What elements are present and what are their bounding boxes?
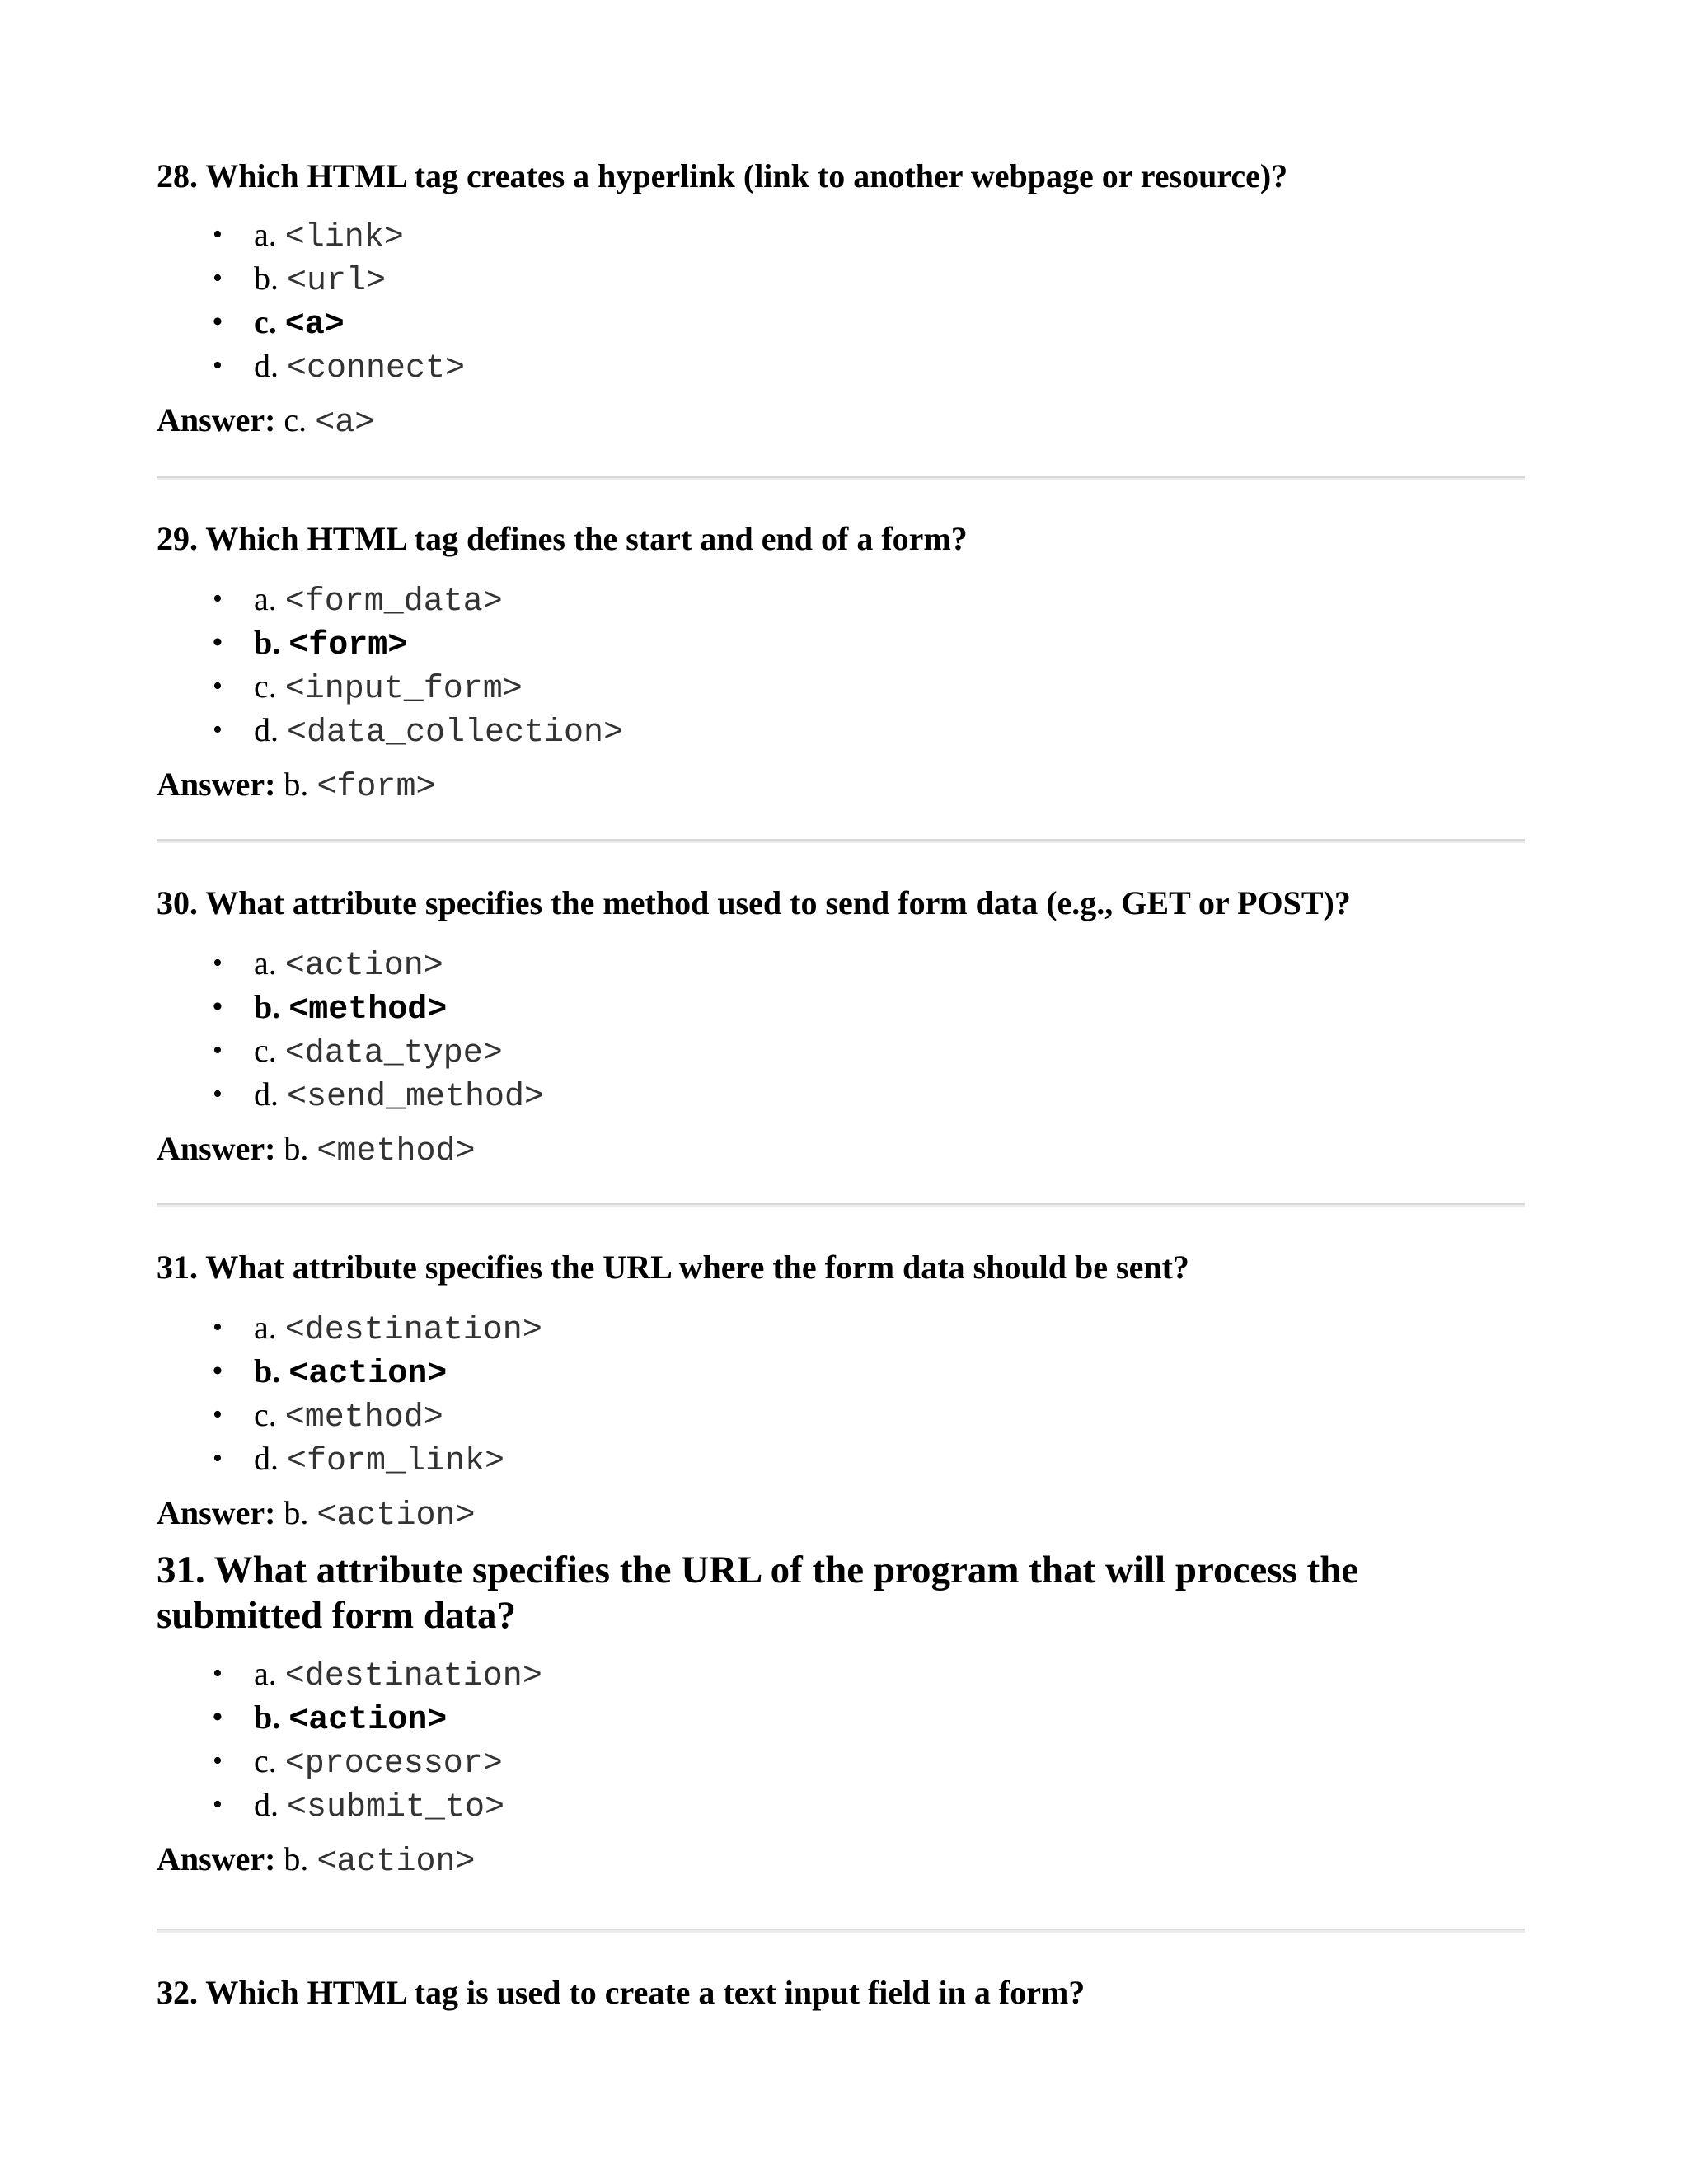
question-title: 28. Which HTML tag creates a hyperlink (link to another webpage or resource)? [157,157,1288,194]
bullet-icon: • [213,1443,223,1474]
question-32 [157,1973,1525,2013]
question-29 [157,519,1525,808]
question-title: 31. What attribute specifies the URL where the form data should be sent? [157,1249,1189,1286]
question-title: 29. Which HTML tag defines the start and end of a form? [157,520,968,557]
bullet-icon: • [213,1079,223,1109]
question-title: 31. What attribute specifies the URL of the program that will process the submitted form data? [157,1549,1359,1637]
option-b-correct: • b. <action> [157,1349,1525,1393]
option-c: • c. <processor> [157,1739,1525,1783]
bullet-icon: • [213,715,223,745]
option-c: • c. <input_form> [157,664,1525,708]
divider [157,476,1525,480]
option-b-correct: • b. <method> [157,985,1525,1029]
bullet-icon: • [213,1035,223,1066]
question-title: 30. What attribute specifies the method used to send form data (e.g., GET or POST)? [157,884,1351,921]
bullet-icon: • [213,583,223,614]
bullet-icon: • [213,948,223,978]
option-d: • d. <send_method> [157,1072,1525,1116]
bullet-icon: • [213,1658,223,1689]
bullet-icon: • [213,627,223,658]
answer-line: Answer: b. <method> [157,1130,476,1170]
bullet-icon: • [213,1312,223,1343]
option-a: • a. <destination> [157,1652,1525,1695]
bullet-icon: • [213,671,223,701]
option-a: • a. <action> [157,941,1525,985]
divider [157,839,1525,843]
option-a: • a. <destination> [157,1305,1525,1349]
option-d: • d. <submit_to> [157,1783,1525,1826]
question-30 [157,883,1525,1172]
question-title: 32. Which HTML tag is used to create a text input field in a form? [157,1974,1085,2011]
bullet-icon: • [213,1746,223,1776]
question-31 [157,1248,1525,1536]
bullet-icon: • [213,1399,223,1430]
bullet-icon: • [213,307,223,337]
option-list [157,213,1525,387]
answer-line: Answer: b. <action> [157,1840,476,1881]
option-c: • c. <data_type> [157,1029,1525,1072]
option-a: • a. <link> [157,213,1525,256]
divider [157,1929,1525,1933]
bullet-icon: • [213,350,223,381]
option-d: • d. <connect> [157,344,1525,387]
answer-line: Answer: b. <action> [157,1494,476,1535]
bullet-icon: • [213,219,223,250]
option-b-correct: • b. <action> [157,1695,1525,1739]
option-a: • a. <form_data> [157,577,1525,621]
option-list [157,941,1525,1116]
option-d: • d. <form_link> [157,1436,1525,1480]
divider [157,1203,1525,1207]
option-c-correct: • c. <a> [157,300,1525,344]
bullet-icon: • [213,1702,223,1732]
option-c: • c. <method> [157,1393,1525,1436]
option-list [157,577,1525,752]
question-31-alt [157,1548,1525,1882]
bullet-icon: • [213,991,223,1022]
option-list [157,1305,1525,1480]
question-28 [157,157,1525,443]
option-b: • b. <url> [157,256,1525,300]
bullet-icon: • [213,263,223,293]
bullet-icon: • [213,1789,223,1820]
bullet-icon: • [213,1356,223,1386]
answer-line: Answer: c. <a> [157,401,375,442]
option-b-correct: • b. <form> [157,621,1525,664]
option-list [157,1652,1525,1826]
answer-line: Answer: b. <form> [157,766,436,806]
option-d: • d. <data_collection> [157,708,1525,752]
